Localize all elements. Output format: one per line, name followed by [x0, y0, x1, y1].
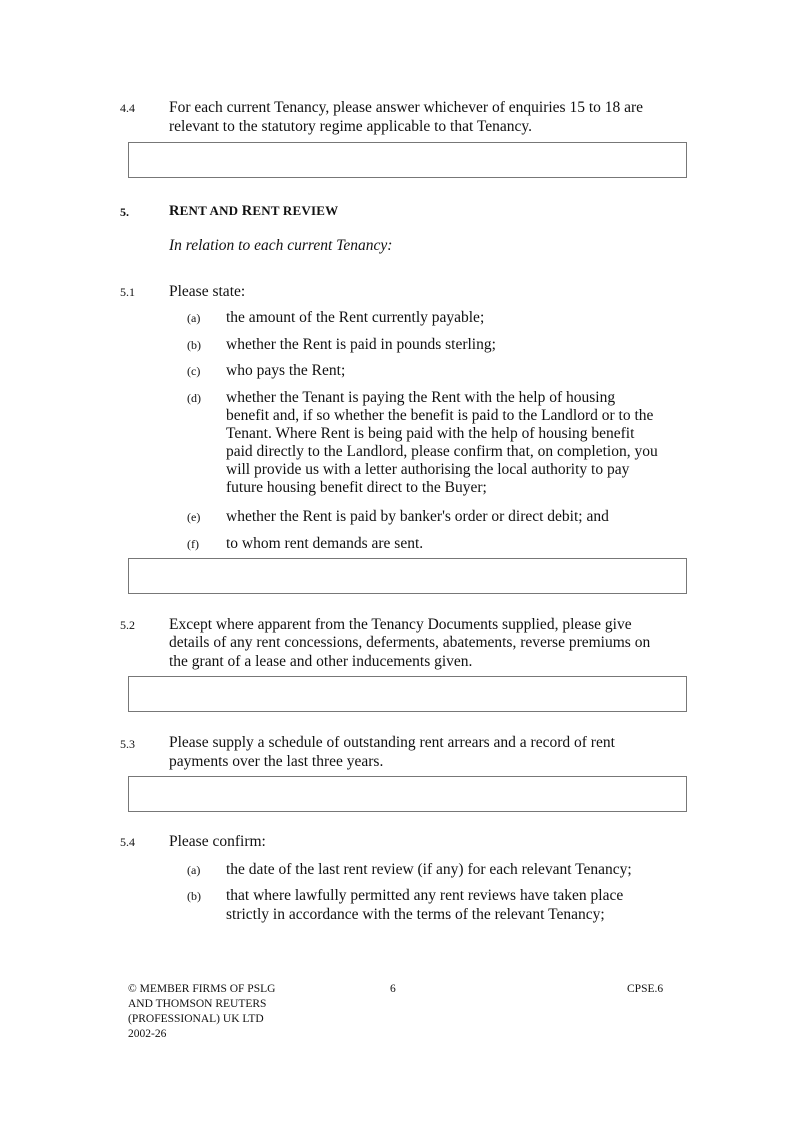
section-heading-rent-and-rent-review: RENT AND RENT REVIEW [169, 203, 339, 219]
enquiry-5-2-line-1: Except where apparent from the Tenancy Documents supplied, please give [169, 616, 632, 633]
footer-copyright-line: 2002-26 [128, 1028, 167, 1040]
enquiry-5-2-line-3: the grant of a lease and other inducements given. [169, 653, 473, 670]
enquiry-5-3-line-2: payments over the last three years. [169, 753, 384, 770]
item-5-1-c-label: (c) [187, 364, 201, 378]
footer-copyright-line: AND THOMSON REUTERS [128, 998, 267, 1010]
section-number-5-2: 5.2 [120, 618, 135, 632]
footer-copyright-line: (PROFESSIONAL) UK LTD [128, 1013, 264, 1025]
footer-page-number: 6 [390, 983, 396, 995]
footer-form-code: CPSE.6 [627, 983, 664, 995]
item-5-1-a-label: (a) [187, 311, 201, 325]
item-5-1-d-line-6: future housing benefit direct to the Buyer; [226, 479, 487, 496]
item-5-1-d-label: (d) [187, 391, 201, 405]
item-5-4-a-label: (a) [187, 863, 201, 877]
section-number-5-3: 5.3 [120, 737, 135, 751]
item-5-1-b-label: (b) [187, 338, 201, 352]
item-5-1-f-label: (f) [187, 537, 199, 551]
item-5-4-b-label: (b) [187, 889, 201, 903]
section-number-5: 5. [120, 205, 129, 219]
section-number-5-1: 5.1 [120, 285, 135, 299]
answer-box-5-2[interactable] [128, 676, 687, 712]
item-5-1-a-text: the amount of the Rent currently payable; [226, 309, 485, 326]
footer-copyright [128, 982, 275, 1042]
answer-box-4-4[interactable] [128, 142, 687, 178]
enquiry-4-4-line-1: For each current Tenancy, please answer whichever of enquiries 15 to 18 are [169, 99, 644, 116]
item-5-1-e-text: whether the Rent is paid by banker's order or direct debit; and [226, 508, 609, 525]
enquiry-5-4-text: Please confirm: [169, 833, 266, 850]
item-5-1-d-line-5: will provide us with a letter authorising the local authority to pay [226, 461, 630, 478]
section-number-4-4: 4.4 [120, 101, 135, 115]
answer-box-5-3[interactable] [128, 776, 687, 812]
item-5-1-d-line-2: benefit and, if so whether the benefit is paid to the Landlord or to the [226, 407, 654, 424]
item-5-1-d-line-1: whether the Tenant is paying the Rent with the help of housing [226, 389, 616, 406]
item-5-4-a-text: the date of the last rent review (if any) for each relevant Tenancy; [226, 861, 632, 878]
item-5-1-d-line-4: paid directly to the Landlord, please confirm that, on completion, you [226, 443, 658, 460]
enquiry-5-3-line-1: Please supply a schedule of outstanding rent arrears and a record of rent [169, 734, 615, 751]
enquiry-5-1-text: Please state: [169, 283, 246, 300]
item-5-1-e-label: (e) [187, 510, 201, 524]
item-5-1-c-text: who pays the Rent; [226, 362, 346, 379]
answer-box-5-1[interactable] [128, 558, 687, 594]
item-5-1-d-line-3: Tenant. Where Rent is being paid with the help of housing benefit [226, 425, 635, 442]
item-5-4-b-line-1: that where lawfully permitted any rent reviews have taken place [226, 887, 624, 904]
item-5-4-b-line-2: strictly in accordance with the terms of the relevant Tenancy; [226, 906, 605, 923]
enquiry-4-4-line-2: relevant to the statutory regime applicable to that Tenancy. [169, 118, 533, 135]
section-number-5-4: 5.4 [120, 835, 135, 849]
section-5-intro: In relation to each current Tenancy: [169, 237, 393, 254]
item-5-1-f-text: to whom rent demands are sent. [226, 535, 424, 552]
enquiry-5-2-line-2: details of any rent concessions, deferments, abatements, reverse premiums on [169, 634, 651, 651]
footer-copyright-line: © MEMBER FIRMS OF PSLG [128, 983, 276, 995]
item-5-1-b-text: whether the Rent is paid in pounds sterling; [226, 336, 496, 353]
